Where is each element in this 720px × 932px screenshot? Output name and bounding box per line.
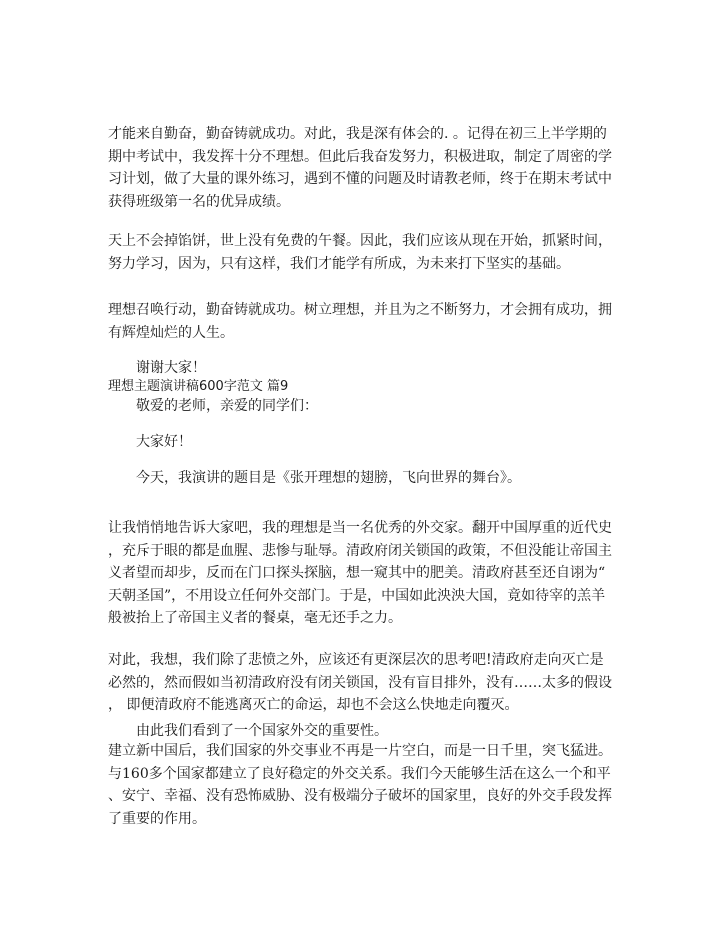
section-heading: 理想主题演讲稿600字范文 篇9 xyxy=(108,379,289,394)
speech-topic: 今天，我演讲的题目是《张开理想的翅膀，飞向世界的舞台》。 xyxy=(136,470,521,486)
salutation: 敬爱的老师，亲爱的同学们： xyxy=(136,398,318,414)
paragraph-reflection: 对此，我想，我们除了悲愤之外，应该还有更深层次的思考吧!清政府走向灭亡是 必然的，然而假如当初清政府没有闭关锁国，没有盲目排外，没有……太多的假设 ， 即便清政府不能逃离灭亡的命运，却也不会这么快地走向覆灭。 xyxy=(108,652,612,713)
paragraph-no-free-lunch: 天上不会掉馅饼，世上没有免费的午餐。因此，我们应该从现在开始，抓紧时间， 努力学习，因为，只有这样，我们才能学有所成，为未来打下坚实的基础。 xyxy=(108,233,612,272)
paragraph-ideal-action: 理想召唤行动，勤奋铸就成功。树立理想，并且为之不断努力，才会拥有成功，拥 有辉煌灿烂的人生。 xyxy=(108,302,612,341)
paragraph-diplomat-ideal: 让我悄悄地告诉大家吧，我的理想是当一名优秀的外交家。翻开中国厚重的近代史 ，充斥于眼的都是血腥、悲惨与耻辱。清政府闭关锁国的政策，不但没能让帝国主 义者望而却步，反而在门口探头探脑，想一窥其中的肥美。清政府甚至还自诩为“ 天朝圣国”，不用设立任何外交部门。于是，中国如此泱泱大国，竟如待宰的羔羊 般被抬上了帝国主义者的餐桌，毫无还手之力。 xyxy=(108,520,612,626)
paragraph-new-china: 建立新中国后，我们国家的外交事业不再是一片空白，而是一日千里，突飞猛进。 与160多个国家都建立了良好稳定的外交关系。我们今天能够生活在这么一个和平 、安宁、幸福、没有恐怖威胁、没有极端分子破坏的国家里，良好的外交手段发挥 了重要的作用。 xyxy=(108,743,612,827)
paragraph-diligence-exam: 才能来自勤奋，勤奋铸就成功。对此，我是深有体会的. 。记得在初三上半学期的 期中考试中，我发挥十分不理想。但此后我奋发努力，积极进取，制定了周密的学 习计划，做了大量的课外练习，遇到不懂的问题及时请教老师，终于在期末考试中 获得班级第一名的优异成绩。 xyxy=(108,126,612,210)
paragraph-diplomacy-importance: 由此我们看到了一个国家外交的重要性。 xyxy=(136,723,388,739)
greeting: 大家好！ xyxy=(136,434,192,450)
closing-thanks: 谢谢大家！ xyxy=(136,360,206,376)
